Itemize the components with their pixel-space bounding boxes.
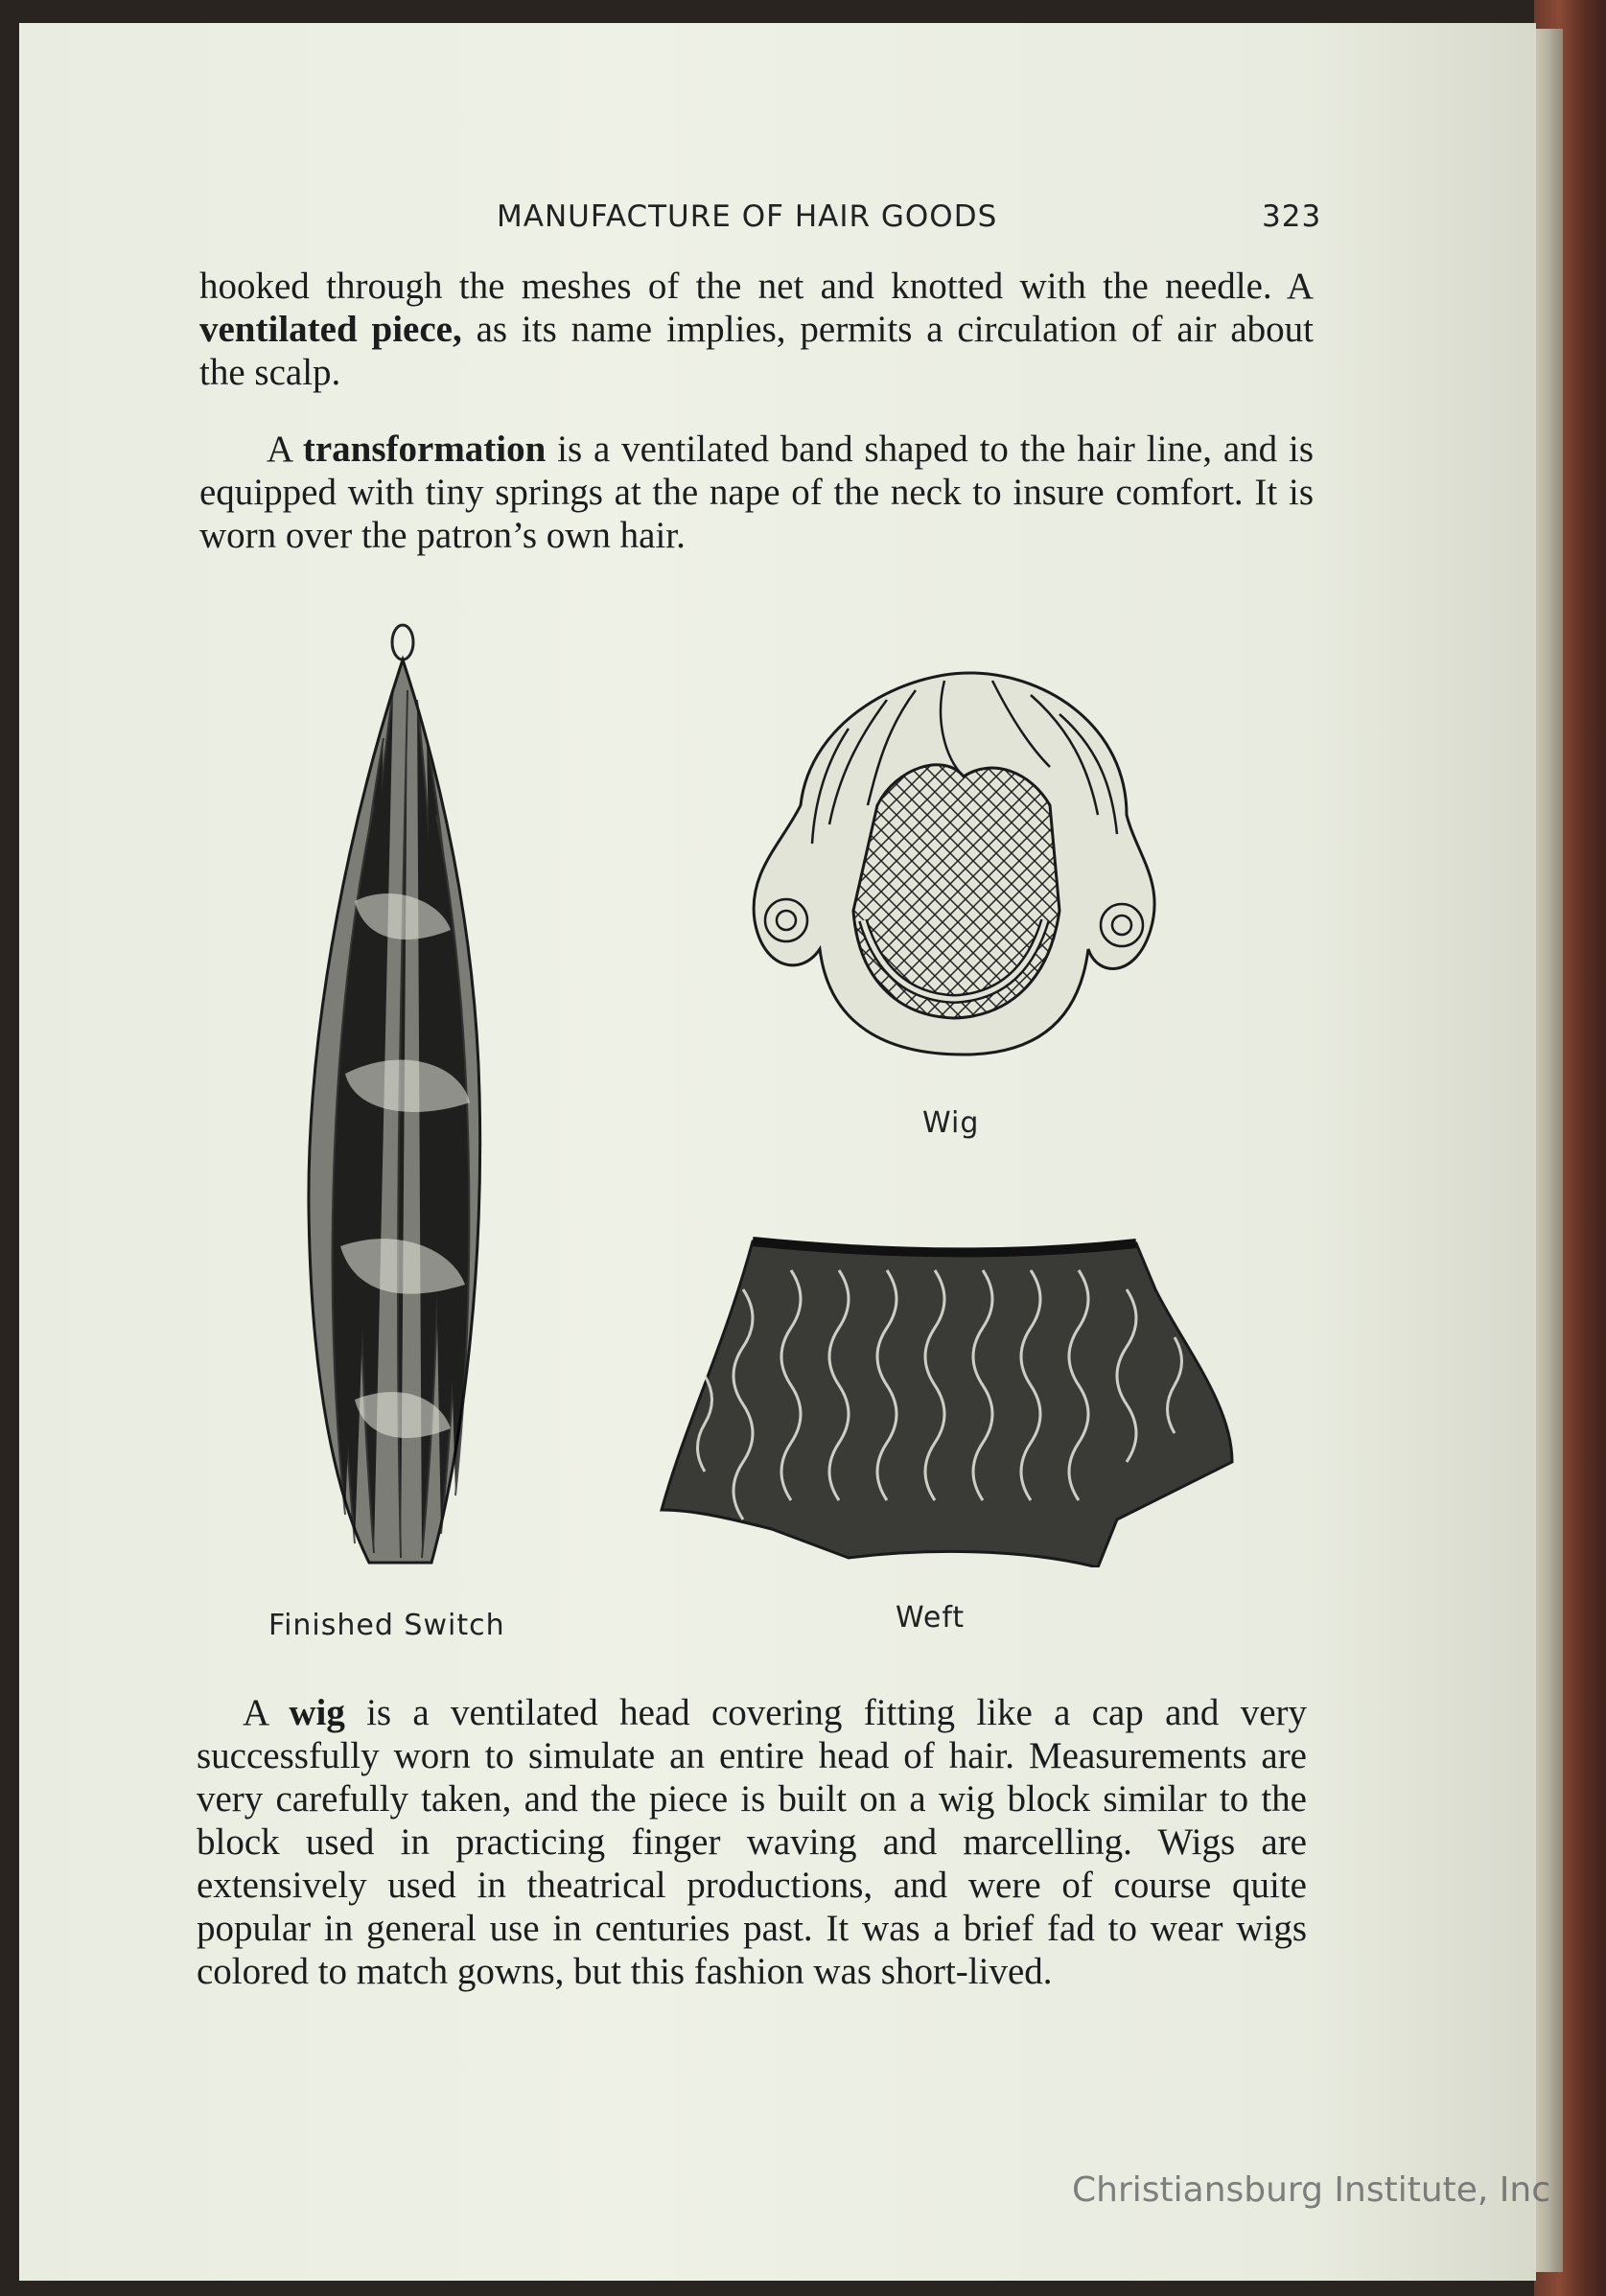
caption-finished-switch: Finished Switch bbox=[268, 1609, 505, 1642]
wig-illustration bbox=[743, 661, 1165, 1064]
paragraph-ventilated-piece bbox=[199, 265, 1314, 394]
para2-text-a: A bbox=[267, 429, 303, 470]
page-number: 323 bbox=[1262, 199, 1322, 234]
para3-text-a: A bbox=[243, 1692, 290, 1733]
caption-wig: Wig bbox=[922, 1106, 980, 1140]
para1-text-a: hooked through the meshes of the net and knotted with the needle. A bbox=[199, 266, 1314, 307]
term-ventilated-piece: ventilated piece, bbox=[199, 309, 462, 350]
term-wig: wig bbox=[289, 1692, 345, 1733]
chapter-title: MANUFACTURE OF HAIR GOODS bbox=[497, 199, 998, 234]
hair-switch-illustration bbox=[288, 614, 499, 1572]
para2-text-b: is a ventilated band shaped to the hair line, and is equipped with tiny springs at the nape of the neck to insure comfort. It is worn over the patron’s own hair. bbox=[199, 429, 1314, 556]
paragraph-transformation bbox=[199, 428, 1314, 557]
para3-text-b: is a ventilated head covering fitting like a cap and very successfully worn to simulate an entire head of hair. Measurements are very carefully taken, and the piece is built on a wig block similar to the block used in practicing finger waving and marcelling. Wigs are extensively used in theatrical productions, and were of course quite popular in general use in centuries past. It was a brief fad to wear wigs colored to match gowns, but this fashion was short-lived. bbox=[197, 1692, 1307, 1992]
weft-illustration bbox=[657, 1232, 1242, 1567]
paragraph-wig bbox=[197, 1691, 1307, 1993]
term-transformation: transformation bbox=[302, 429, 547, 470]
para1-text-b: as its name implies, permits a circulation of air about the scalp. bbox=[199, 309, 1314, 393]
watermark: Christiansburg Institute, Inc bbox=[1072, 2170, 1551, 2210]
caption-weft: Weft bbox=[896, 1601, 966, 1635]
